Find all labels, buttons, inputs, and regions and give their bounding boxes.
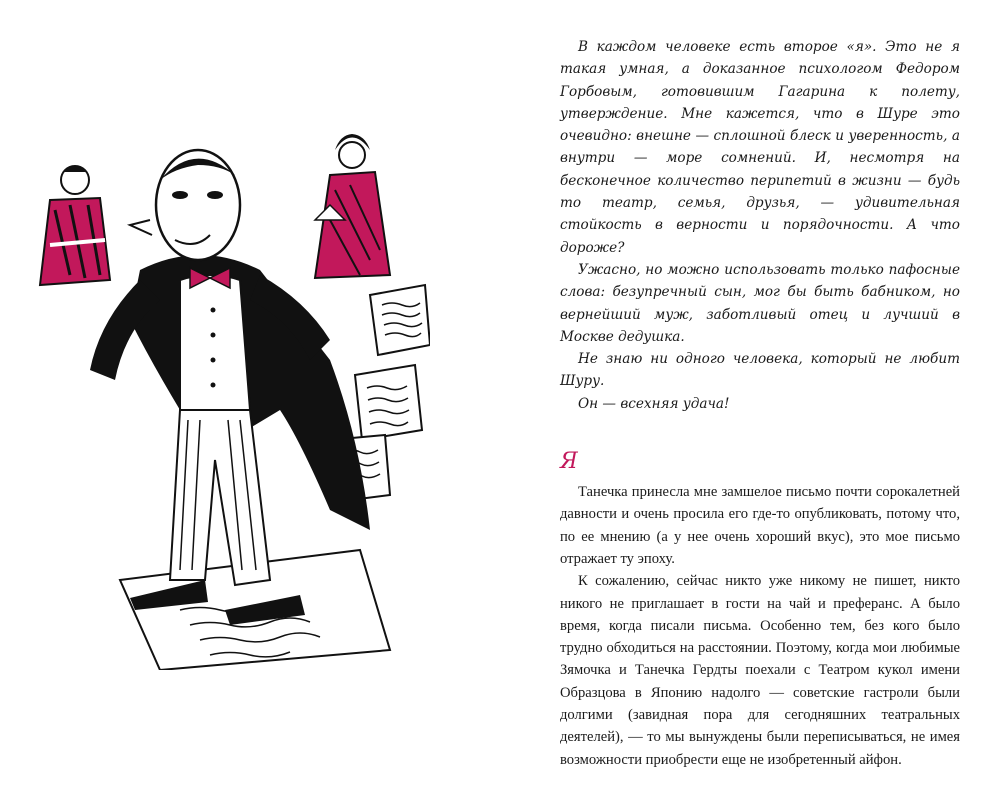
section-title: Я	[560, 449, 578, 475]
body-paragraph-1: Танечка принесла мне замшелое письмо почти сорокалетней давности и очень просила его где-то опубликовать, потому что, по ее мнению (а у нее очень хороший вкус), это мое письмо отражает ту эпоху.	[560, 484, 960, 567]
puppet-right	[315, 134, 390, 278]
body-paragraph-2: К сожалению, сейчас никто уже никому не пишет, никто никого не приглашает в гости на чай и преферанс. А было время, когда писали письма. Особенно тем, без кого было трудно обходиться на расстоянии. Поэтому, когда мои любимые Зямочка и Танечка Гердты поехали с Театром кукол имени Образцова в Японию надолго — советские гастроли были долгими (завидная пора для сегодняшних театральных деятелей), — то мы вынуждены были переписываться, не имея возможности приобрести еще не изобретенный айфон.	[560, 573, 960, 768]
intro-block	[560, 36, 960, 415]
intro-paragraph-2: Ужасно, но можно использовать только пафосные слова: безупречный сын, мог бы быть бабником, но вернейший муж, заботливый отец и лучший в Москве дедушка.	[560, 261, 960, 345]
intro-paragraph-1: В каждом человеке есть второе «я». Это не я такая умная, а доказанное психологом Федором Горбовым, готовившим Гагарина к полету, утверждение. Мне кажется, что в Шуре это очевидно: внешне — сплошной блеск и уверенность, а внутри — море сомнений. И, несмотря на бесконечное количество перипетий в жизни — будь то театр, семья, друзья, — удивительная стойкость в верности и порядочности. А что дороже?	[560, 39, 960, 256]
puppet-left	[40, 166, 110, 285]
puppeteer-drawing	[30, 110, 430, 670]
body-block	[560, 481, 960, 771]
illustration-puppeteer	[30, 110, 430, 670]
text-page	[560, 36, 960, 771]
intro-paragraph-3: Не знаю ни одного человека, который не любит Шуру.	[560, 351, 960, 390]
floating-letter-2	[355, 365, 422, 440]
floating-letter-1	[370, 285, 430, 355]
intro-paragraph-4: Он — всехняя удача!	[578, 395, 730, 412]
